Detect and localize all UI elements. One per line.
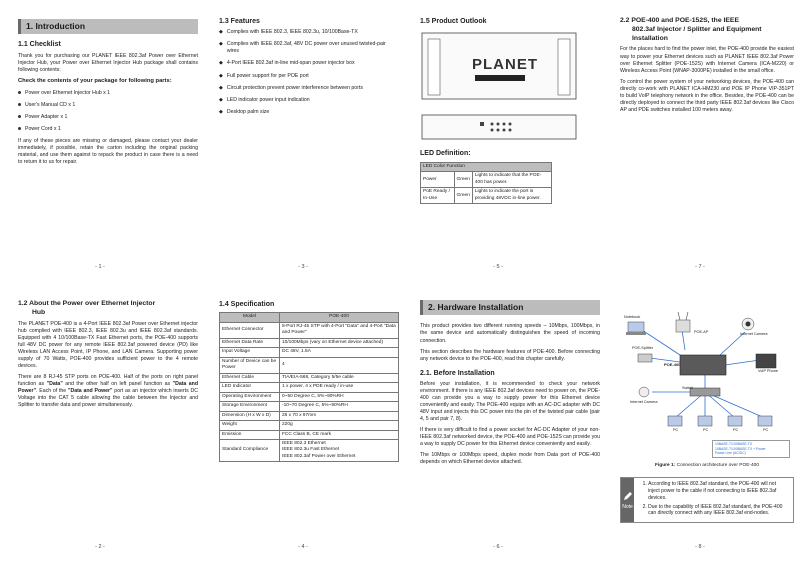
check-heading: Check the contents of your package for following parts: [18,77,172,84]
legend-item: Power Line (AC/DC) [715,451,746,456]
brand-logo: PLANET [472,56,538,74]
table-row: Ethernet Cable TIA/EIA-568, Category 5/5e cable [220,373,399,382]
list-item: 1. According to IEEE 802.3af standard, the POE-400 will not inject power to the cable if not connecting to IEEE 802.3af devices. [648,481,788,501]
list-item: ◆ Complies with IEEE 802.3af, 48V DC power over unused twisted-pair wires [219,41,386,55]
device-top-view [420,113,600,144]
label-pc-2: PC [703,428,709,432]
table-header-row: Model POE-400 [220,313,399,322]
connection-diagram [620,300,794,440]
about-paragraph-2: There are 8 RJ-45 STP ports on POE-400. Half of the ports on right panel function as "Data" and the other half on left panel function as "Data and Power". Each of the "Data and Power" port as an injector which inserts DC Voltage into the CAT 5 cable allowing the cable between the Injector and Splitter to transfer data and power simultaneously. [18,373,199,408]
bullet-icon [18,115,21,118]
legend-item: 10BASE-T/100BASE-TX + Power [715,446,766,451]
page-number-7: - 7 - [695,264,705,270]
table-row: Storage Environment -10~70 Degree C, 5%~90%RH [220,402,399,411]
diamond-bullet-icon: ◆ [219,29,223,36]
intro-paragraph: Thank you for purchasing our PLANET IEEE 802.3af Power over Ethernet Injector Hub, your Power over Ethernet Injector Hub package shall contains following contents: [18,52,198,73]
list-item: ◆ 4-Port IEEE 802.3af in-line mid-span power injector box [219,60,355,67]
led-table-header: LED Color Function [421,162,552,171]
list-item: Power Adapter x 1 [18,114,198,121]
label-poe-ap: POE-AP [694,330,709,334]
list-item: Power Cord x 1 [18,126,198,133]
page-4 [219,300,399,462]
page-7 [620,17,794,118]
table-row: Ethernet Data Rate 10/100Mbps (vary on Ethernet device attached) [220,338,399,347]
label-switch: Switch [682,386,694,390]
led-table [420,162,552,204]
diamond-bullet-icon: ◆ [219,84,223,91]
list-item: ◆ Full power support for per POE port [219,72,309,79]
page-number-8: - 8 - [695,544,705,550]
device-front-view [420,31,580,101]
page-number-6: - 6 - [493,544,503,550]
before-paragraph-2: If there is very difficult to find a power socket for AC-DC Adapter of your non-IEEE 802.3af networked device, the POE-400 and POE-152S can provide you a way to supply DC power for this Ethernet device conveniently and easily. [420,427,600,448]
label-poe-splitter: POE-Splitter [632,346,654,350]
bullet-icon [18,127,21,130]
hardware-paragraph-1: This product provides two different running speeds – 10Mbps, 100Mbps, in the same device and automatically distinguishes the speed of incoming connection. [420,323,600,344]
label-voip-phone: VoIP Phone [758,369,778,373]
label-internet-camera: Internet Camera [630,400,658,404]
bullet-icon [18,91,21,94]
specification-heading: 1.4 Specification [219,301,275,308]
note-box [620,477,794,523]
package-list [18,90,198,133]
before-installation-heading: 2.1. Before Installation [420,369,495,377]
figure-caption: Figure 1: Connection architecture over POE-400 [655,462,759,468]
table-row: PoE Ready / In-Use Green Lights to indicate the port is providing 48VDC in-line power. [421,188,552,204]
hardware-paragraph-2: This section describes the hardware features of POE-400. Before connecting any network device to the POE-400, read this chapter carefully. [420,348,600,362]
device-top-illustration [420,113,580,141]
label-internet-camera-top: Internet Camera [740,332,768,336]
list-item: ◆ Circuit protection prevent power interference between ports [219,84,363,91]
list-item: 2. Due to the capability of IEEE 802.3af standard, the POE-400 can directly connect with any IEEE 802.3af end-nodes. [648,504,788,518]
section-title-hardware: 2. Hardware Installation [420,300,600,315]
led-definition-heading: LED Definition: [420,150,471,158]
label-poe-400: POE-400 [664,362,681,367]
table-row: Input Voltage DC 48V, 1.5A [220,348,399,357]
legend-item: 10BASE-T/100BASE-TX [715,442,753,446]
checklist-heading: 1.1 Checklist [18,41,61,49]
about-heading: 1.2 About the Power over Ethernet Injector Hub [18,300,156,316]
diagram-legend [712,440,790,458]
page-1 [18,19,198,170]
diamond-bullet-icon: ◆ [219,72,223,79]
before-paragraph-1: Before your installation, it is recommended to check your network environment. If there is any IEEE 802.3af devices need to power on, the POE-400 can provide you a way to supply power for this Ethernet device conveniently and easily. The POE-400 equips with an AC-DC adapter with DC 48V input and injects this DC power into the pin of the twisted pair cable (pair 4, 5 and pair 7, 8). [420,380,600,423]
list-item: Power over Ethernet Injector Hub x 1 [18,90,198,97]
page-number-5: - 5 - [493,264,503,270]
page-6 [420,300,600,470]
label-pc-1: PC [673,428,679,432]
table-row: LED Indicator 1 x power, 4 x PDE ready / in-use [220,383,399,392]
table-row: Power Green Lights to indicate that the POE-400 has power. [421,172,552,188]
table-row: Ethernet Connector 8-Port RJ-45 STP with 4-Port "Data" and 4-Port "Data and Power" [220,322,399,338]
table-row: Operating Environment 0~50 Degree C, 5%~90%RH [220,392,399,401]
table-row: Number of Device can be Power 4 [220,357,399,373]
page-number-1: - 1 - [95,264,105,270]
bullet-icon [18,103,21,106]
table-row: Standard Compliance IEEE 802.3 Ethernet IEEE 802.3u Fast Ethernet IEEE 802.3af Power over Ethernet [220,440,399,462]
page-number-4: - 4 - [298,544,308,550]
list-item: ◆ Complies with IEEE 802.3, IEEE 802.3u, 10/100Base-TX [219,29,358,36]
spec-table [219,312,399,462]
features-heading: 1.3 Features [219,18,260,25]
pen-icon [622,490,634,502]
page-5 [420,17,600,204]
list-item: ◆ LED indicator power input indication [219,96,310,103]
section-title-introduction: 1. Introduction [18,19,198,34]
note-list [634,478,793,522]
page-number-3: - 3 - [298,264,308,270]
label-pc-4: PC [763,428,769,432]
label-notebook: Notebook [624,315,641,319]
about-paragraph-1: The PLANET POE-400 is a 4-Port IEEE 802.3af Power over Ethernet injector hub complied with IEEE 802.3, IEEE 802.3u and IEEE 802.3af standards. Equipped with 4 10/100Base-TX Fast Ethernet ports, the POE-400 supports full 48V DC power for any remote IEEE 802.3af powered device (PD) like Wireless LAN Access Point, IP Phone, and LAN Camera. Supporting power supply of 70 Watts, POE-400 provides sufficient power to the 4 remote devices. [18,320,198,369]
table-row: Dimension (H x W x D) 26 x 70 x 97mm [220,411,399,420]
before-paragraph-3: The 10Mbps or 100Mbps speed, duplex mode from Data port of POE-400 depends on which Ethernet device attached. [420,452,600,466]
diamond-bullet-icon: ◆ [219,96,223,103]
list-item: User's Manual CD x 1 [18,102,198,109]
installation-paragraph-2: To control the power system of your networking devices, the POE-400 can directly co-work with PLANET ICA-HM230 and POE IP Phone VIP-351PT to build VoIP telephony network in the office. Besides, the POE-400 can be directly deployed to connect the third party IEEE 802.3af devices like Cisco AP and PDE switches installed 100 meters away. [620,78,794,113]
installation-paragraph-1: For the places hard to find the power inlet, the POE-400 provide the easiest way to power your Ethernet devices such as PLANET IEEE 802.3af Power over Ethernet Splitter (POE-152S) with Internet Camera (ICA-M220) or Wireless Access Point (WNAP-3000PE) installed in the small office. [620,46,794,74]
poe-installation-heading: 2.2 POE-400 and POE-152S, the IEEE 802.3af Injector / Splitter and Equipment Installation [620,17,762,42]
page-3 [219,17,399,121]
diamond-bullet-icon: ◆ [219,60,223,67]
list-item: ◆ Desktop palm size [219,108,270,115]
page-8 [620,300,794,523]
table-row: Emission FCC Class B, CE mark [220,430,399,439]
page-number-2: - 2 - [95,544,105,550]
diamond-bullet-icon: ◆ [219,108,223,115]
product-outlook-heading: 1.5 Product Outlook [420,18,487,25]
label-pc-3: PC [733,428,739,432]
missing-paragraph: If any of these pieces are missing or damaged, please contact your dealer immediately, if possible, retain the carton including the original packing material, and use them against to repack the product in case there is a need to return it to us for repair. [18,137,198,165]
page-2 [18,300,198,413]
note-icon: Note [621,478,634,522]
table-row: Weight 220g [220,421,399,430]
diamond-bullet-icon: ◆ [219,41,223,48]
